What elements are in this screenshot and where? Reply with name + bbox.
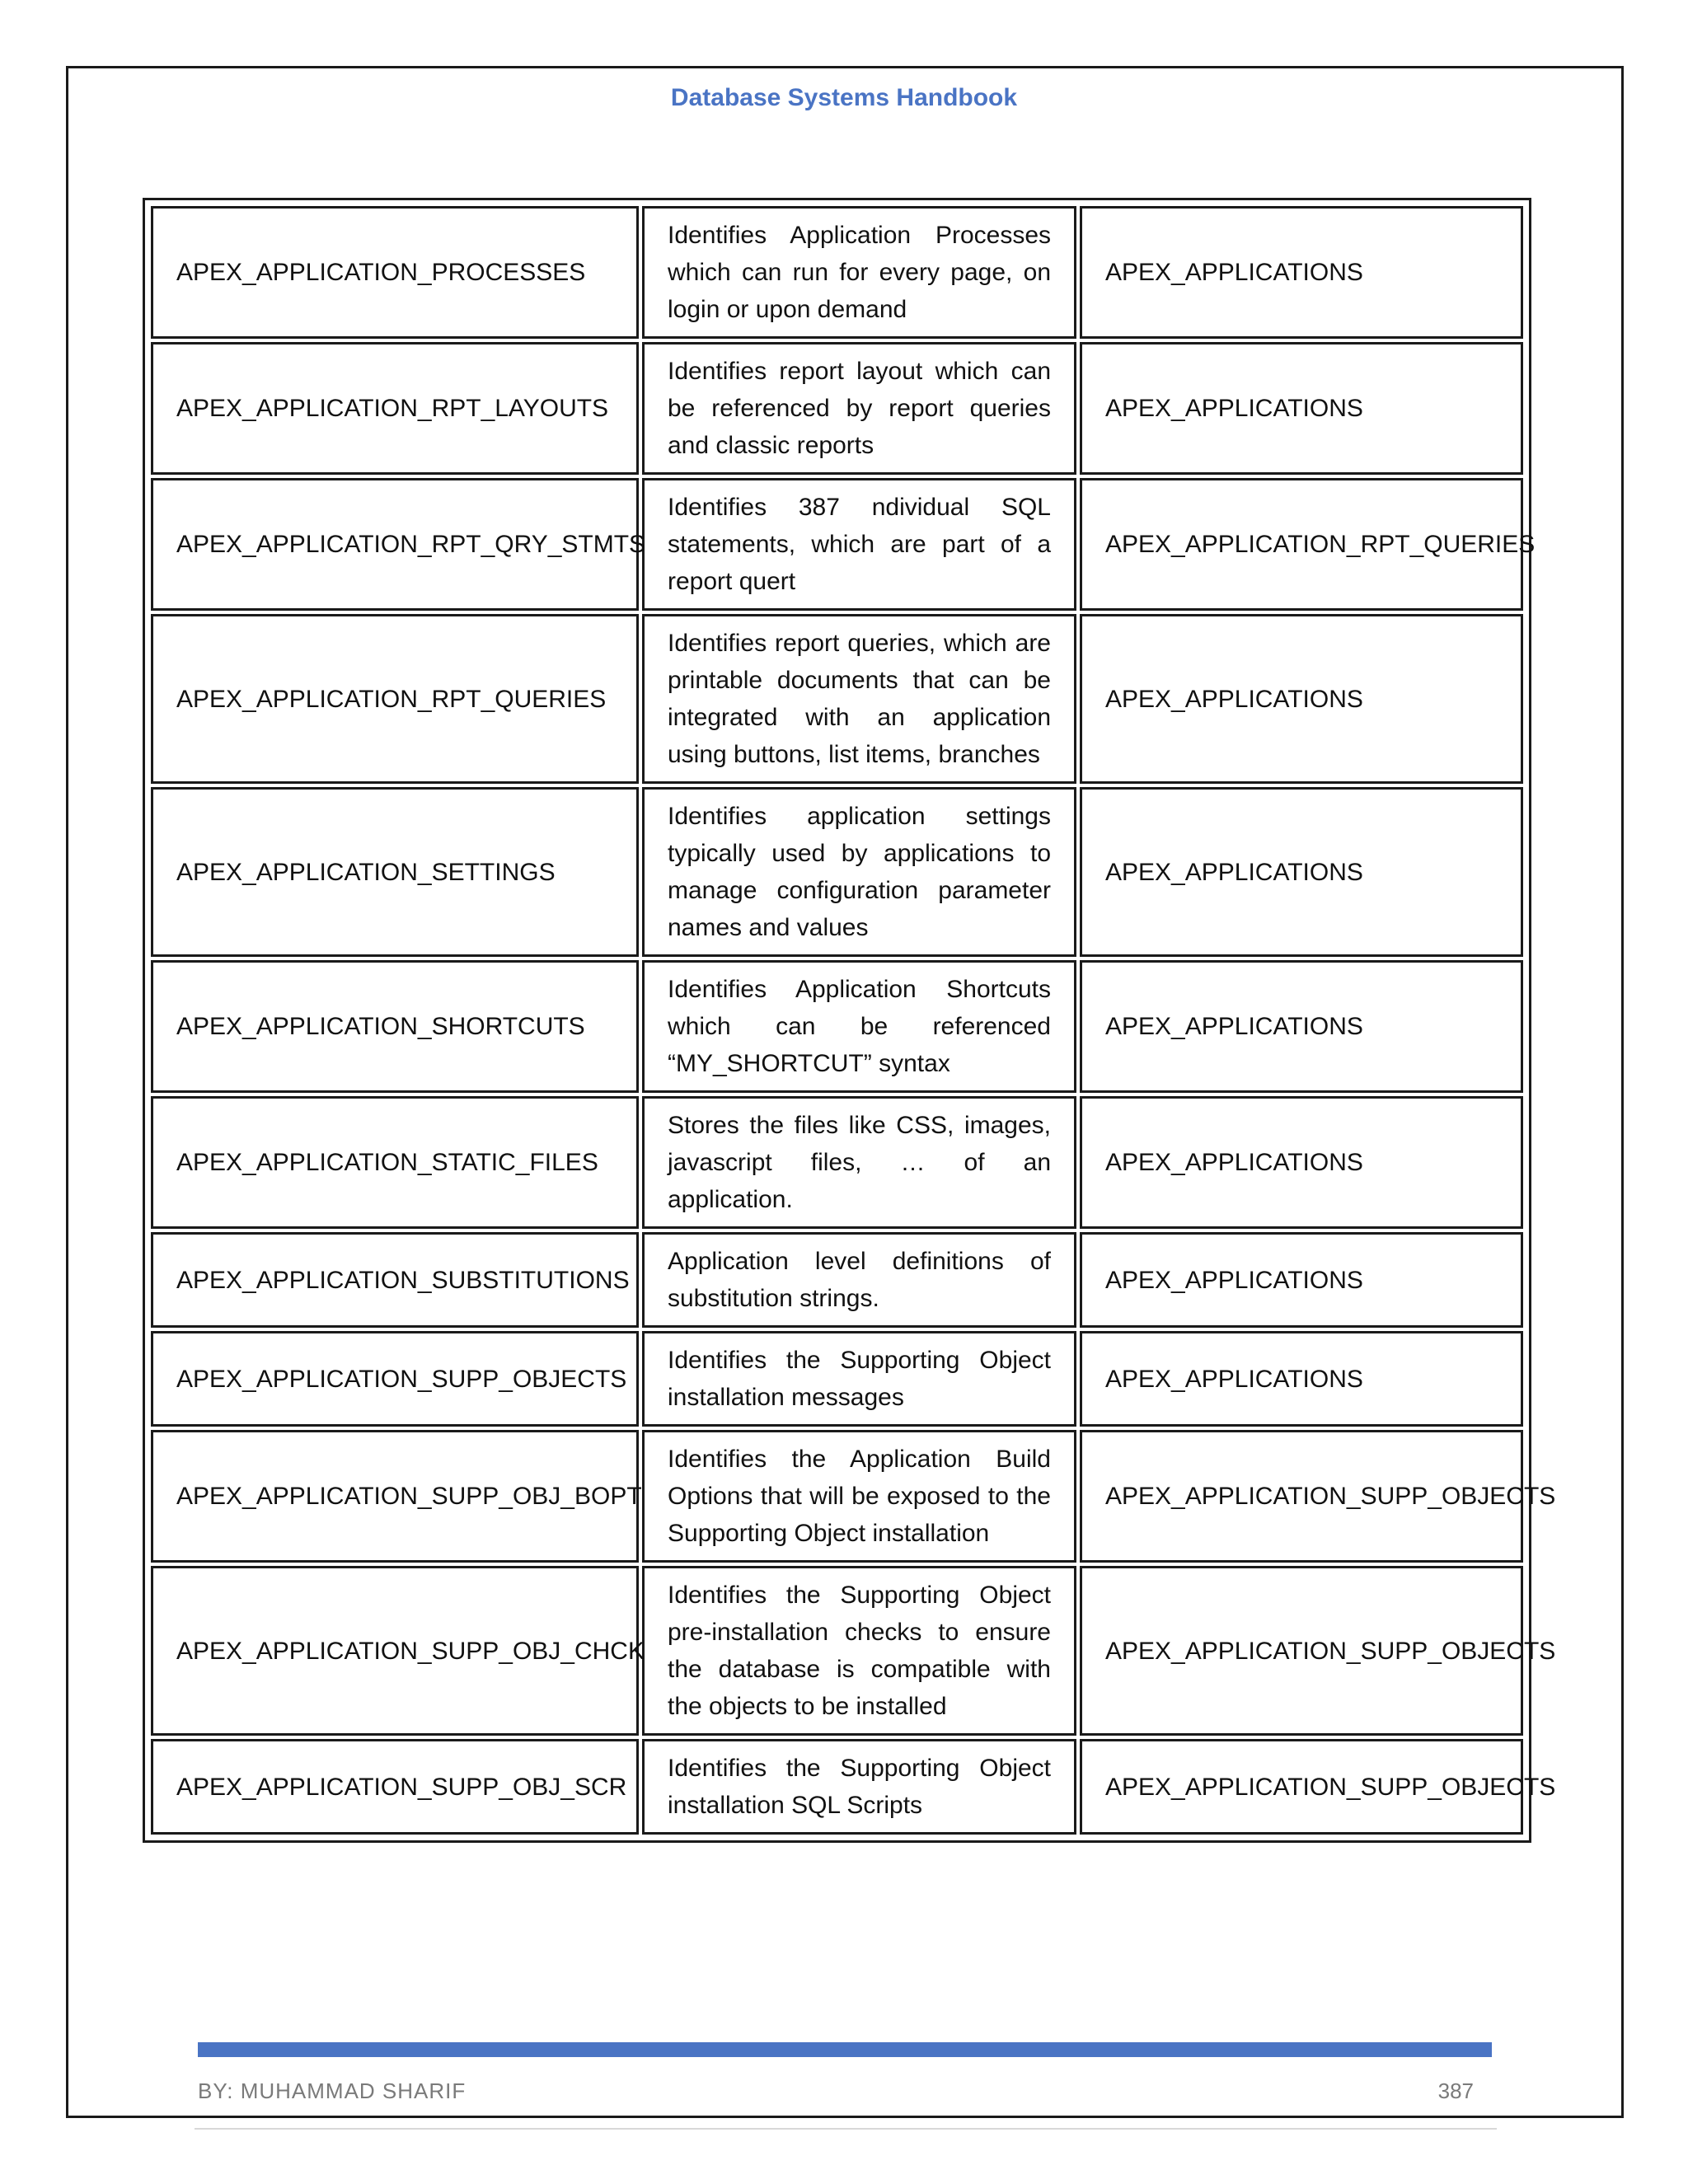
footer-accent-bar — [198, 2042, 1492, 2057]
view-name-cell: APEX_APPLICATION_SUPP_OBJECTS — [151, 1331, 639, 1427]
view-name-cell: APEX_APPLICATION_SHORTCUTS — [151, 960, 639, 1093]
table-row — [151, 1566, 1523, 1736]
view-description-cell: Identifies the Supporting Object installation messages — [642, 1331, 1076, 1427]
parent-view-cell: APEX_APPLICATIONS — [1080, 1331, 1523, 1427]
footer-divider — [195, 2128, 1497, 2130]
view-description-cell: Application level definitions of substitution strings. — [642, 1232, 1076, 1328]
view-name-cell: APEX_APPLICATION_RPT_QUERIES — [151, 614, 639, 784]
parent-view-cell: APEX_APPLICATIONS — [1080, 342, 1523, 475]
view-name-cell: APEX_APPLICATION_SETTINGS — [151, 787, 639, 957]
view-description-cell: Identifies Application Processes which can run for every page, on login or upon demand — [642, 206, 1076, 339]
view-description-cell: Identifies the Application Build Options that will be exposed to the Supporting Object installation — [642, 1430, 1076, 1563]
view-name-cell: APEX_APPLICATION_RPT_QRY_STMTS — [151, 478, 639, 611]
table-row — [151, 1430, 1523, 1563]
view-description-cell: Identifies report queries, which are printable documents that can be integrated with an application using buttons, list items, branches — [642, 614, 1076, 784]
view-name-cell: APEX_APPLICATION_SUPP_OBJ_SCR — [151, 1739, 639, 1835]
view-name-cell: APEX_APPLICATION_RPT_LAYOUTS — [151, 342, 639, 475]
page-title: Database Systems Handbook — [670, 84, 1018, 111]
view-name-cell: APEX_APPLICATION_SUPP_OBJ_CHCK — [151, 1566, 639, 1736]
parent-view-cell: APEX_APPLICATION_SUPP_OBJECTS — [1080, 1430, 1523, 1563]
parent-view-cell: APEX_APPLICATIONS — [1080, 960, 1523, 1093]
table-row — [151, 206, 1523, 339]
parent-view-cell: APEX_APPLICATION_RPT_QUERIES — [1080, 478, 1523, 611]
parent-view-cell: APEX_APPLICATION_SUPP_OBJECTS — [1080, 1566, 1523, 1736]
view-description-cell: Identifies the Supporting Object pre-installation checks to ensure the database is compatible with the objects to be installed — [642, 1566, 1076, 1736]
view-description-cell: Identifies application settings typically used by applications to manage configuration parameter names and values — [642, 787, 1076, 957]
table-row — [151, 1331, 1523, 1427]
view-name-cell: APEX_APPLICATION_STATIC_FILES — [151, 1096, 639, 1229]
view-description-cell: Identifies Application Shortcuts which can be referenced “MY_SHORTCUT” syntax — [642, 960, 1076, 1093]
table-row — [151, 787, 1523, 957]
table-row — [151, 960, 1523, 1093]
table-row — [151, 614, 1523, 784]
view-name-cell: APEX_APPLICATION_SUBSTITUTIONS — [151, 1232, 639, 1328]
table-body — [151, 206, 1556, 1835]
view-description-cell: Identifies 387 ndividual SQL statements, which are part of a report quert — [642, 478, 1076, 611]
table-row — [151, 1096, 1523, 1229]
table-row — [151, 478, 1523, 611]
table-row — [151, 1739, 1523, 1835]
views-table — [148, 203, 1556, 1838]
footer-author: BY: MUHAMMAD SHARIF — [198, 2079, 467, 2103]
table-row — [151, 1232, 1523, 1328]
data-dictionary-table — [143, 198, 1556, 1843]
view-description-cell: Identifies the Supporting Object installation SQL Scripts — [642, 1739, 1076, 1835]
parent-view-cell: APEX_APPLICATIONS — [1080, 1096, 1523, 1229]
view-name-cell: APEX_APPLICATION_PROCESSES — [151, 206, 639, 339]
parent-view-cell: APEX_APPLICATIONS — [1080, 206, 1523, 339]
view-name-cell: APEX_APPLICATION_SUPP_OBJ_BOPT — [151, 1430, 639, 1563]
view-description-cell: Identifies report layout which can be referenced by report queries and classic reports — [642, 342, 1076, 475]
table-row — [151, 342, 1523, 475]
parent-view-cell: APEX_APPLICATIONS — [1080, 1232, 1523, 1328]
view-description-cell: Stores the files like CSS, images, javascript files, … of an application. — [642, 1096, 1076, 1229]
page-number: 387 — [1437, 2079, 1474, 2103]
parent-view-cell: APEX_APPLICATIONS — [1080, 787, 1523, 957]
parent-view-cell: APEX_APPLICATIONS — [1080, 614, 1523, 784]
parent-view-cell: APEX_APPLICATION_SUPP_OBJECTS — [1080, 1739, 1523, 1835]
